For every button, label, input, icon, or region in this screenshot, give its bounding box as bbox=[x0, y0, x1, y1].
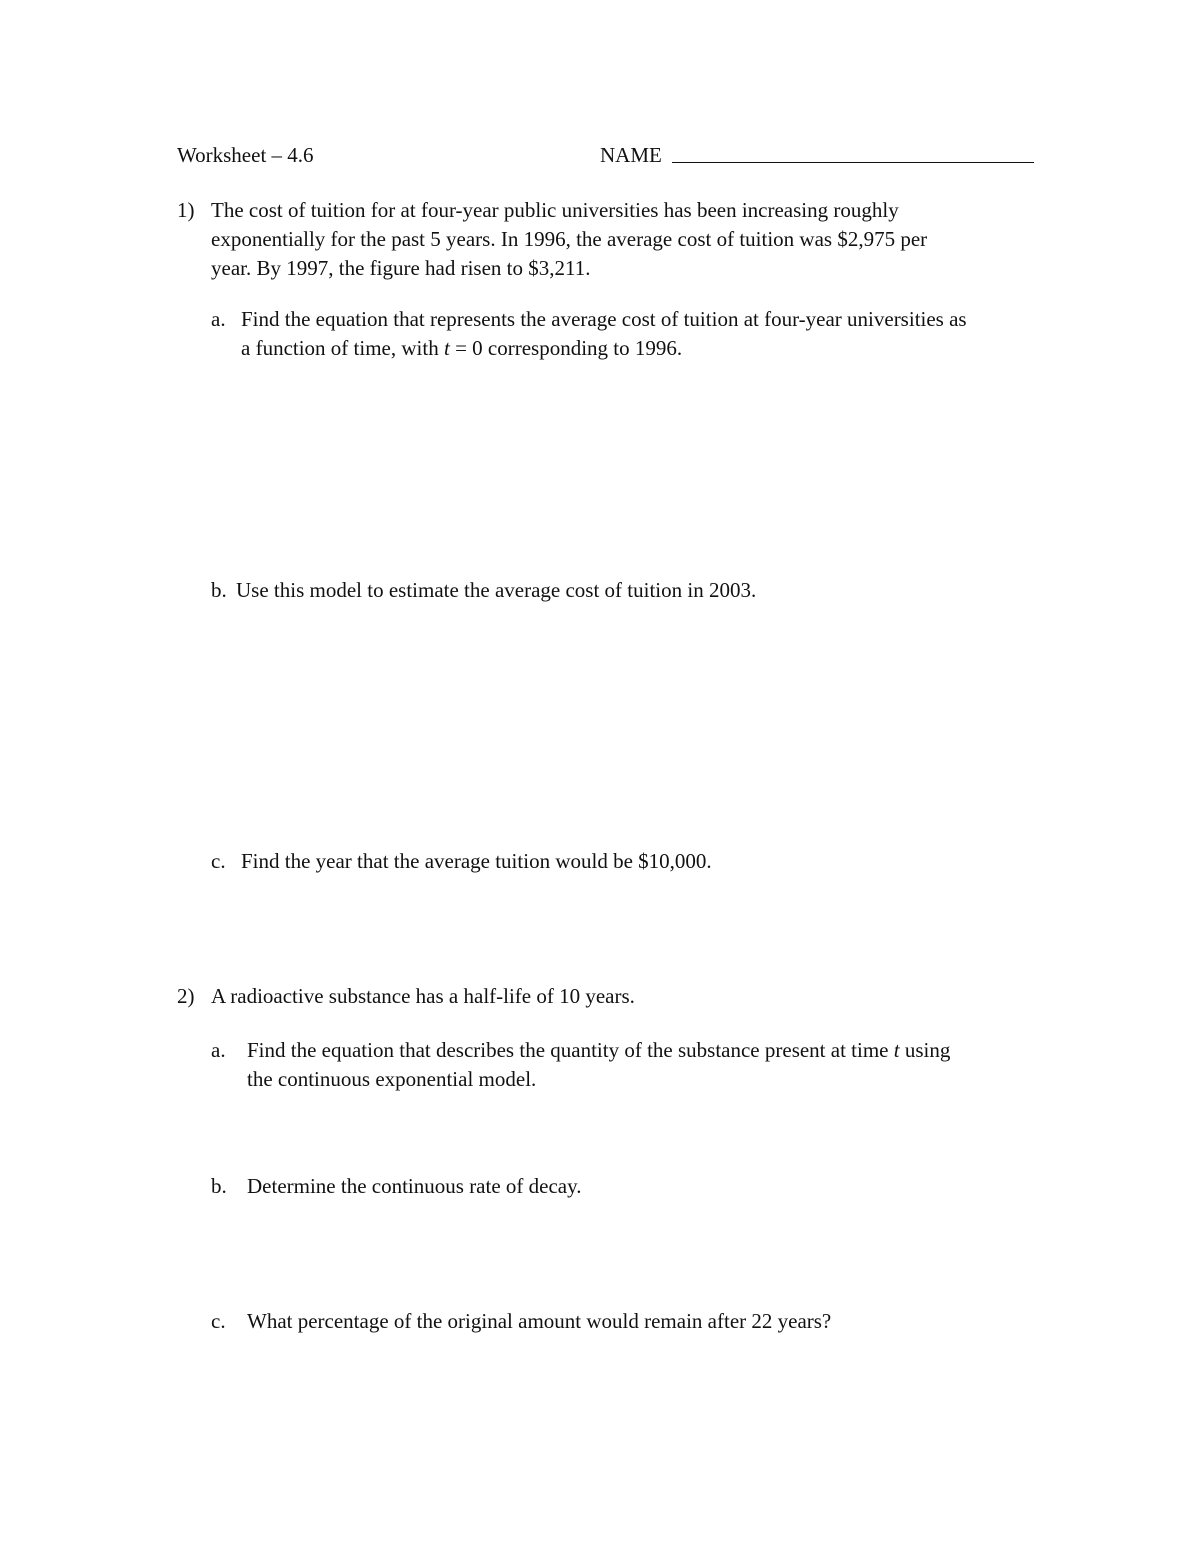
worksheet-title: Worksheet – 4.6 bbox=[177, 143, 314, 167]
question-1b-text bbox=[236, 576, 756, 605]
variable-t: t bbox=[893, 1038, 900, 1062]
question-2a-label: a. bbox=[211, 1038, 226, 1062]
question-2-number: 2) bbox=[177, 984, 195, 1008]
question-1a-line-2-after: = 0 corresponding to 1996. bbox=[449, 336, 683, 360]
name-label: NAME bbox=[600, 143, 662, 167]
question-2a-line-2: the continuous exponential model. bbox=[247, 1067, 537, 1091]
question-2c-line: What percentage of the original amount would remain after 22 years? bbox=[247, 1309, 832, 1333]
question-1-stem-line-3: year. By 1997, the figure had risen to $3,211. bbox=[211, 256, 591, 280]
question-2-stem-line: A radioactive substance has a half-life of 10 years. bbox=[211, 984, 635, 1008]
question-1b-line: Use this model to estimate the average cost of tuition in 2003. bbox=[236, 578, 757, 602]
question-2a-line-1 bbox=[247, 1036, 950, 1065]
question-1-stem-line-1: The cost of tuition for at four-year public universities has been increasing roughly bbox=[211, 198, 899, 222]
question-1c-text bbox=[241, 847, 712, 876]
question-2a-line-1-after: using bbox=[899, 1038, 951, 1062]
question-2b-line: Determine the continuous rate of decay. bbox=[247, 1174, 582, 1198]
question-1c-label: c. bbox=[211, 849, 226, 873]
question-1a-line-2-before: a function of time, with bbox=[241, 336, 444, 360]
question-2b-label: b. bbox=[211, 1174, 227, 1198]
question-2a-text bbox=[247, 1036, 950, 1094]
question-1a-label: a. bbox=[211, 307, 226, 331]
question-1-stem bbox=[211, 196, 927, 283]
question-2c-text bbox=[247, 1307, 831, 1336]
question-1-stem-line-2: exponentially for the past 5 years. In 1996, the average cost of tuition was $2,975 per bbox=[211, 227, 928, 251]
question-1-number: 1) bbox=[177, 198, 195, 222]
variable-t: t bbox=[443, 336, 450, 360]
question-1a-line-1: Find the equation that represents the average cost of tuition at four-year universities as bbox=[241, 307, 967, 331]
question-1a-line-2 bbox=[241, 334, 967, 363]
question-1b-label: b. bbox=[211, 578, 227, 602]
question-2b-text bbox=[247, 1172, 582, 1201]
question-1c-line: Find the year that the average tuition would be $10,000. bbox=[241, 849, 712, 873]
question-2a-line-1-before: Find the equation that describes the quantity of the substance present at time bbox=[247, 1038, 894, 1062]
question-2-stem bbox=[211, 982, 635, 1011]
question-1a-text bbox=[241, 305, 967, 363]
question-2c-label: c. bbox=[211, 1309, 226, 1333]
name-blank-line[interactable] bbox=[672, 162, 1034, 163]
